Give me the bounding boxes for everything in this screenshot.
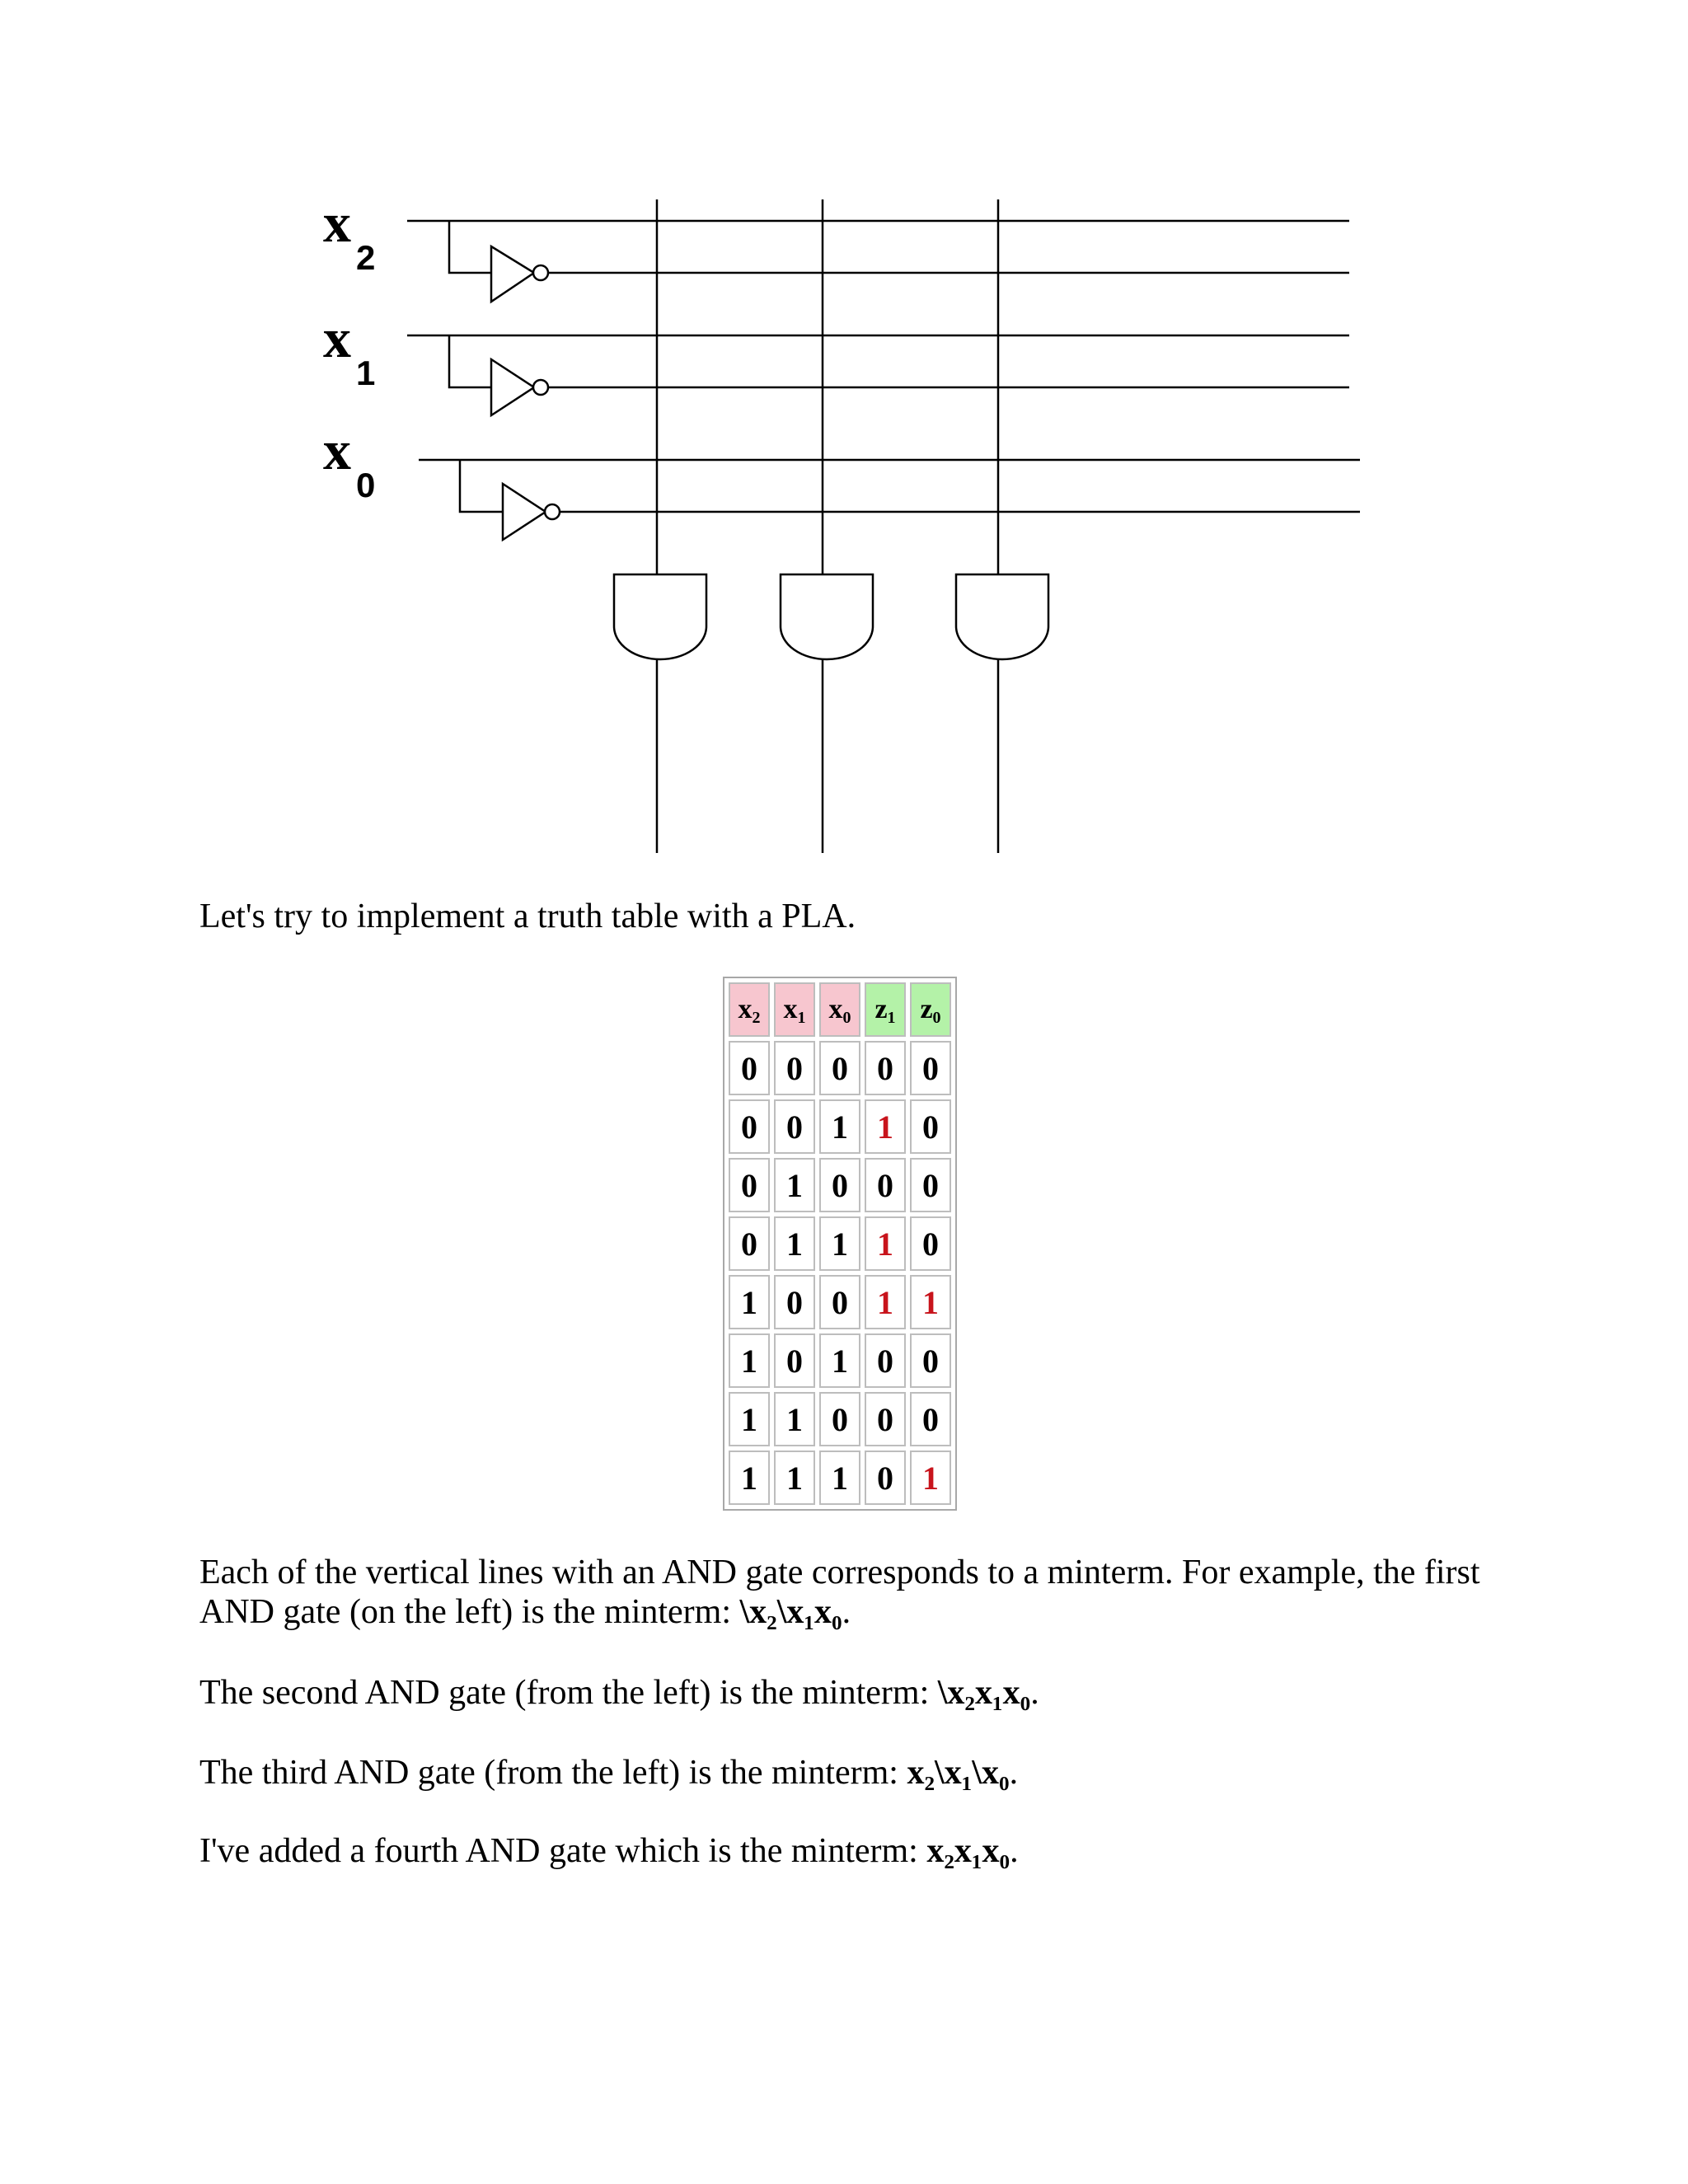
and-gate-3 xyxy=(956,574,1048,659)
minterm-4: x₂x₁x₀ xyxy=(926,1832,1010,1870)
table-cell: 1 xyxy=(774,1392,815,1446)
and-gate-2 xyxy=(781,574,873,659)
table-cell: 0 xyxy=(865,1041,906,1095)
table-cell: 0 xyxy=(865,1333,906,1388)
table-cell: 0 xyxy=(729,1216,770,1271)
paragraph-second-gate: The second AND gate (from the left) is the minterm: \x₂x₁x₀. xyxy=(199,1674,1039,1712)
header-z1: $z_1$ xyxy=(865,982,906,1037)
table-cell: 1 xyxy=(865,1275,906,1329)
paragraph-fourth-gate: I've added a fourth AND gate which is the minterm: x₂x₁x₀. xyxy=(199,1832,1019,1870)
table-cell: 1 xyxy=(819,1099,860,1154)
and-gate-1 xyxy=(614,574,706,659)
input-label-x0: $x_0$ xyxy=(323,419,376,504)
table-cell: 0 xyxy=(910,1158,951,1212)
table-row xyxy=(729,1392,951,1446)
table-cell: 0 xyxy=(910,1099,951,1154)
table-cell: 1 xyxy=(774,1216,815,1271)
minterm-2: \x₂x₁x₀ xyxy=(937,1674,1031,1712)
table-cell: 1 xyxy=(729,1392,770,1446)
table-row xyxy=(729,1158,951,1212)
table-cell: 0 xyxy=(910,1333,951,1388)
table-cell: 0 xyxy=(819,1041,860,1095)
table-cell: 0 xyxy=(729,1041,770,1095)
table-cell: 1 xyxy=(910,1451,951,1505)
paragraph-third-gate: The third AND gate (from the left) is the minterm: x₂\x₁\x₀. xyxy=(199,1754,1019,1792)
table-cell: 1 xyxy=(774,1451,815,1505)
input-label-x1: $x_1$ xyxy=(323,307,376,392)
intro-text: Let's try to implement a truth table with a PLA. xyxy=(199,898,856,935)
table-row xyxy=(729,1216,951,1271)
table-cell: 0 xyxy=(819,1275,860,1329)
table-cell: 0 xyxy=(865,1158,906,1212)
table-cell: 0 xyxy=(819,1158,860,1212)
header-x1: $x_1$ xyxy=(774,982,815,1037)
table-cell: 0 xyxy=(865,1451,906,1505)
table-cell: 0 xyxy=(910,1216,951,1271)
table-cell: 1 xyxy=(729,1275,770,1329)
minterm-3: x₂\x₁\x₀ xyxy=(907,1754,1010,1792)
table-cell: 1 xyxy=(819,1333,860,1388)
table-row xyxy=(729,1041,951,1095)
table-cell: 0 xyxy=(774,1333,815,1388)
table-cell: 1 xyxy=(729,1333,770,1388)
inverter-x1 xyxy=(491,359,548,415)
table-cell: 0 xyxy=(774,1275,815,1329)
truth-table-header-row xyxy=(729,982,951,1037)
minterm-1: \x₂\x₁x₀ xyxy=(739,1593,842,1631)
table-cell: 0 xyxy=(910,1392,951,1446)
inverter-x2 xyxy=(491,246,548,302)
table-cell: 1 xyxy=(910,1275,951,1329)
table-cell: 1 xyxy=(819,1216,860,1271)
table-row xyxy=(729,1099,951,1154)
pla-diagram xyxy=(0,0,1688,874)
table-cell: 1 xyxy=(819,1451,860,1505)
paragraph-first-gate: Each of the vertical lines with an AND gate corresponds to a minterm. For example, the first AND gate (on the left) is the minterm: \x₂\x₁x₀. xyxy=(199,1554,1480,1631)
input-lines xyxy=(407,221,1360,512)
product-lines xyxy=(657,199,998,853)
table-cell: 1 xyxy=(729,1451,770,1505)
truth-table xyxy=(723,977,957,1511)
header-x0: $x_0$ xyxy=(819,982,860,1037)
table-cell: 0 xyxy=(774,1041,815,1095)
table-cell: 1 xyxy=(865,1216,906,1271)
inverter-x0 xyxy=(503,484,560,540)
table-cell: 0 xyxy=(910,1041,951,1095)
table-cell: 1 xyxy=(865,1099,906,1154)
table-cell: 0 xyxy=(819,1392,860,1446)
table-cell: 1 xyxy=(774,1158,815,1212)
header-z0: $z_0$ xyxy=(910,982,951,1037)
table-row xyxy=(729,1275,951,1329)
header-x2: $x_2$ xyxy=(729,982,770,1037)
table-cell: 0 xyxy=(774,1099,815,1154)
table-cell: 0 xyxy=(729,1158,770,1212)
input-label-x2: $x_2$ xyxy=(323,191,376,277)
table-cell: 0 xyxy=(865,1392,906,1446)
table-row xyxy=(729,1451,951,1505)
table-cell: 0 xyxy=(729,1099,770,1154)
table-row xyxy=(729,1333,951,1388)
